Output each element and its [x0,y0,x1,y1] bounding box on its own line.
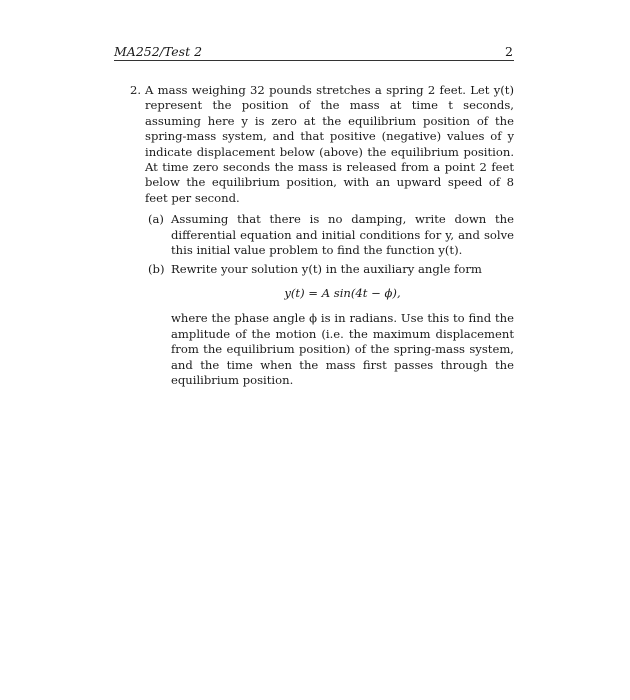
part-b [148,262,514,388]
auxiliary-angle-equation: y(t) = A sin(4t − ϕ), [284,285,401,300]
part-b-text: Rewrite your solution y(t) in the auxiliary angle form [171,262,482,277]
problem-number: 2. [130,83,142,97]
part-b-text-after: where the phase angle ϕ is in radians. Use this to find the amplitude of the motion (i.e. the maximum displacement from the equilibrium position) of the spring-mass system, and the time when the mass first passes through the equilibrium position. [171,311,514,387]
part-a-text: Assuming that there is no damping, write down the differential equation and initial conditions for y, and solve this initial value problem to find the function y(t). [171,212,514,258]
problem-2 [130,83,514,388]
part-b-label: (b) [148,262,165,277]
header-title: MA252/Test 2 [114,44,203,59]
problem-statement: A mass weighing 32 pounds stretches a spring 2 feet. Let y(t) represent the position of the mass at time t seconds, assuming here y is zero at the equilibrium position of the spring-mass system, and that positive (negative) values of y indicate displacement below (above) the equilibrium position. At time zero seconds the mass is released from a point 2 feet below the equilibrium position, with an upward speed of 8 feet per second. [145,83,514,205]
page-number: 2 [505,44,513,59]
part-a [148,212,514,258]
page-header [114,44,514,61]
part-a-label: (a) [148,212,164,227]
problem-parts [130,212,514,388]
